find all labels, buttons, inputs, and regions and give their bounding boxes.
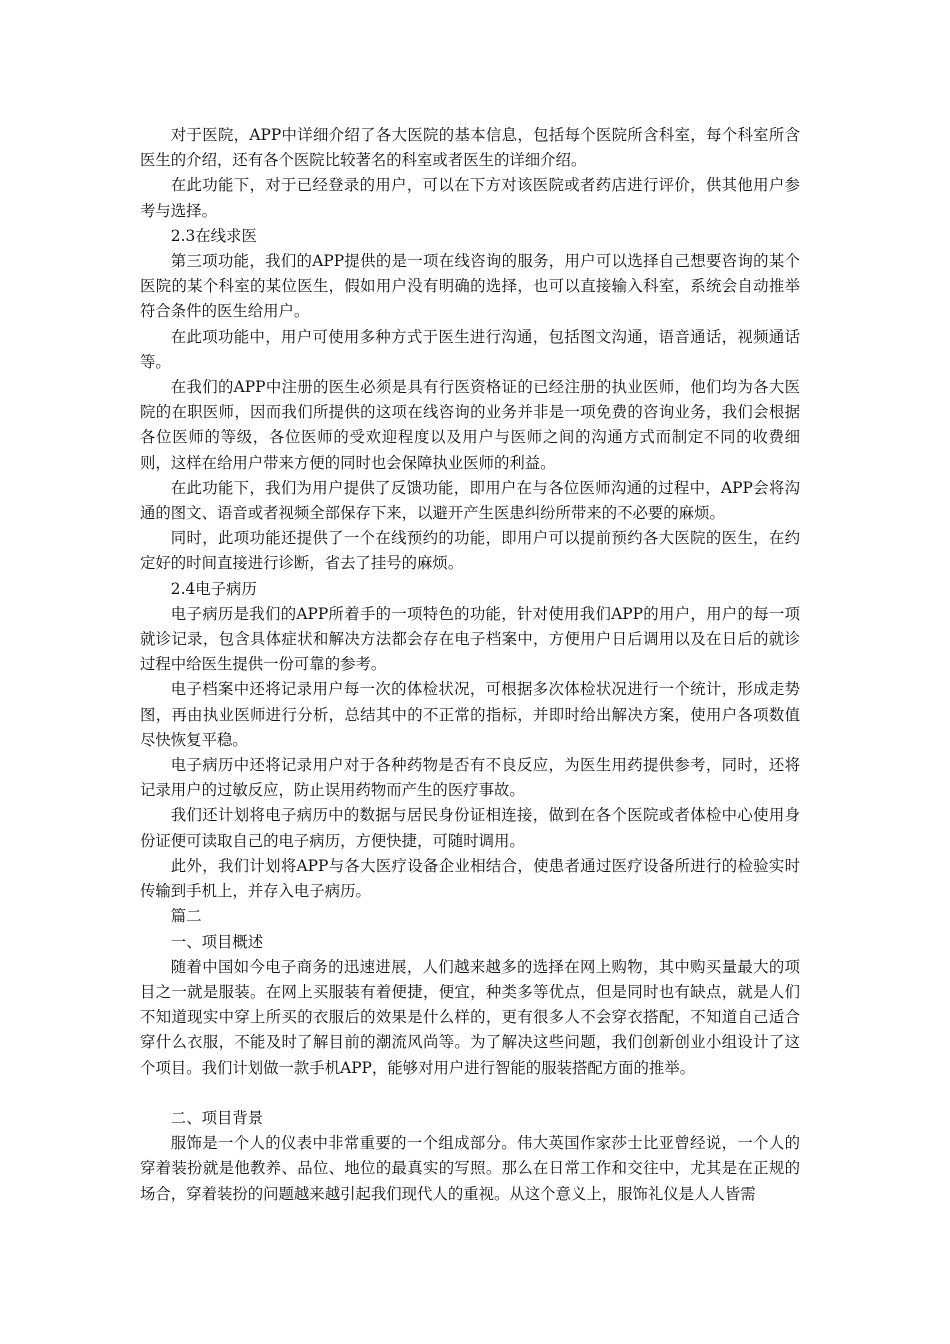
paragraph: 随着中国如今电子商务的迅速进展，人们越来越多的选择在网上购物，其中购买量最大的项目之一就是服装。在网上买服装有着便捷，便宜，种类多等优点，但是同时也有缺点，就是人们不知道现实中穿上所买的衣服后的效果是什么样的，更有很多人不会穿衣搭配，不知道自己适合穿什么衣服，不能及时了解目前的潮流风尚等。为了解决这些问题，我们创新创业小组设计了这个项目。我们计划做一款手机APP，能够对用户进行智能的服装搭配方面的推举。 (140, 957, 800, 1077)
section-heading: 2.3在线求医 (170, 226, 257, 245)
section-heading: 二、项目背景 (170, 1108, 264, 1127)
part-heading: 篇二 (170, 907, 202, 926)
paragraph: 我们还计划将电子病历中的数据与居民身份证相连接，做到在各个医院或者体检中心使用身份证便可读取自己的电子病历，方便快捷，可随时调用。 (140, 806, 800, 850)
paragraph: 在我们的APP中注册的医生必须是具有行医资格证的已经注册的执业医师，他们均为各大医院的在职医师，因而我们所提供的这项在线咨询的业务并非是一项免费的咨询业务，我们会根据各位医师的等级，各位医师的受欢迎程度以及用户与医师之间的沟通方式而制定不同的收费细则，这样在给用户带来方便的同时也会保障执业医师的利益。 (140, 378, 800, 472)
section-heading: 2.4电子病历 (170, 579, 257, 598)
paragraph: 在此项功能中，用户可使用多种方式于医生进行沟通，包括图文沟通，语音通话，视频通话等。 (140, 327, 800, 371)
paragraph: 电子病历是我们的APP所着手的一项特色的功能，针对使用我们APP的用户，用户的每一项就诊记录，包含具体症状和解决方法都会存在电子档案中，方便用户日后调用以及在日后的就诊过程中给医生提供一份可靠的参考。 (140, 604, 800, 674)
paragraph: 电子档案中还将记录用户每一次的体检状况，可根据多次体检状况进行一个统计，形成走势图，再由执业医师进行分析，总结其中的不正常的指标，并即时给出解决方案，使用户各项数值尽快恢复平稳。 (140, 680, 800, 749)
paragraph: 此外，我们计划将APP与各大医疗设备企业相结合，使患者通过医疗设备所进行的检验实时传输到手机上，并存入电子病历。 (140, 856, 800, 901)
document-body (140, 123, 800, 1207)
blank-line (140, 1081, 800, 1106)
paragraph: 在此功能下，对于已经登录的用户，可以在下方对该医院或者药店进行评价，供其他用户参考与选择。 (140, 176, 800, 220)
paragraph: 同时，此项功能还提供了一个在线预约的功能，即用户可以提前预约各大医院的医生，在约定好的时间直接进行诊断，省去了挂号的麻烦。 (140, 529, 800, 573)
section-heading: 一、项目概述 (170, 932, 264, 951)
paragraph: 服饰是一个人的仪表中非常重要的一个组成部分。伟大英国作家莎士比亚曾经说，一个人的穿着装扮就是他教养、品位、地位的最真实的写照。那么在日常工作和交往中，尤其是在正规的场合，穿着装扮的问题越来越引起我们现代人的重视。从这个意义上，服饰礼仪是人人皆需 (140, 1134, 800, 1203)
paragraph: 对于医院，APP中详细介绍了各大医院的基本信息，包括每个医院所含科室，每个科室所含医生的介绍，还有各个医院比较著名的科室或者医生的详细介绍。 (140, 126, 800, 170)
paragraph: 在此功能下，我们为用户提供了反馈功能，即用户在与各位医师沟通的过程中，APP会将沟通的图文、语音或者视频全部保存下来，以避开产生医患纠纷所带来的不必要的麻烦。 (140, 478, 800, 523)
paragraph: 第三项功能，我们的APP提供的是一项在线咨询的服务，用户可以选择自己想要咨询的某个医院的某个科室的某位医生，假如用户没有明确的选择，也可以直接输入科室，系统会自动推举符合条件的医生给用户。 (140, 252, 800, 321)
paragraph: 电子病历中还将记录用户对于各种药物是否有不良反应，为医生用药提供参考，同时，还将记录用户的过敏反应，防止误用药物而产生的医疗事故。 (140, 756, 800, 800)
